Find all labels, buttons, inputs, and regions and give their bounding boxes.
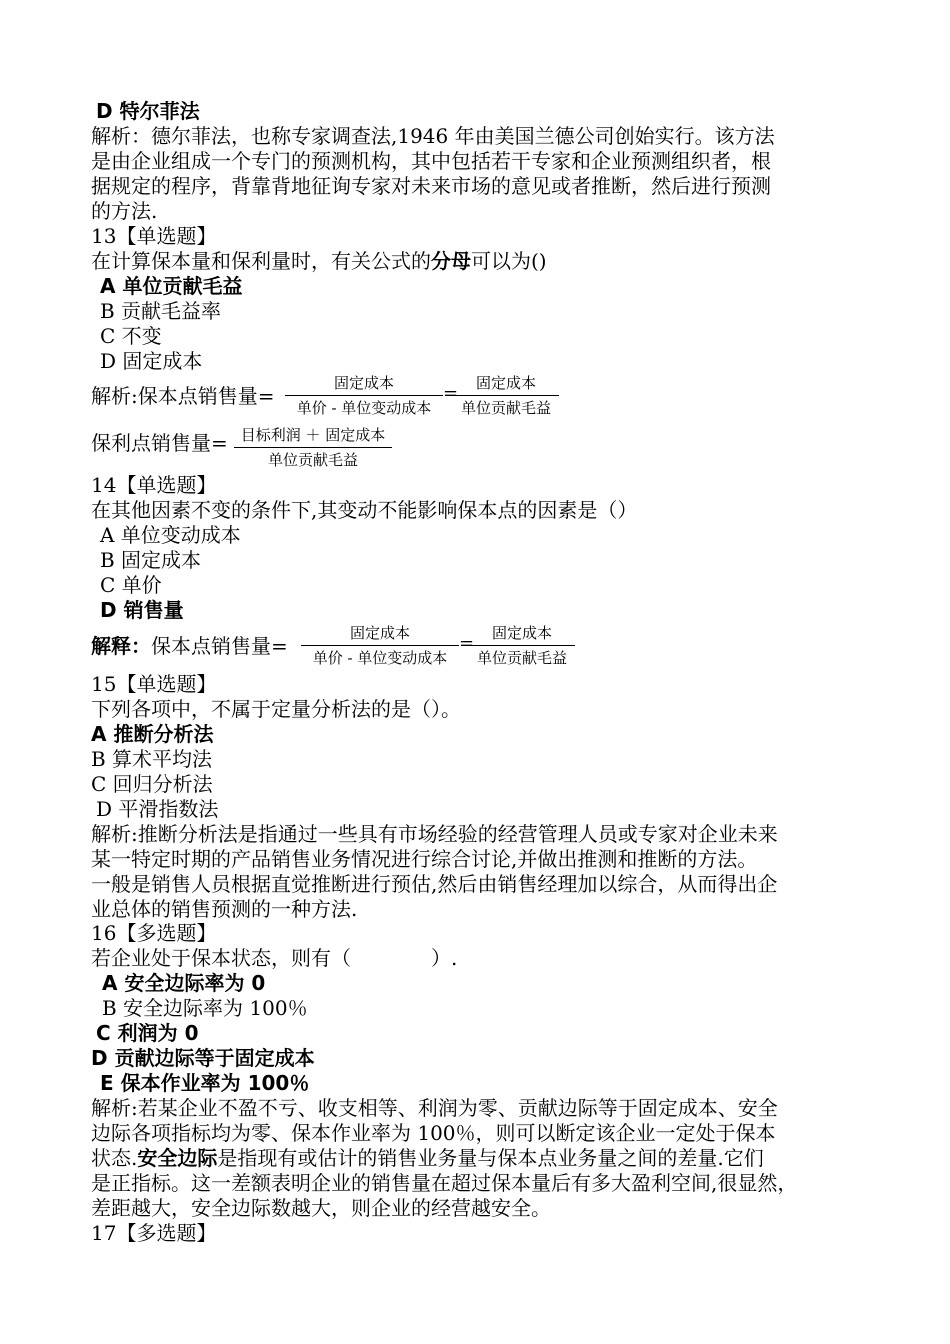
q14-f1-denominator: 单价 - 单位变动成本 <box>301 645 459 667</box>
q12-analysis-line-3: 据规定的程序，背靠背地征询专家对未来市场的意见或者推断，然后进行预测 <box>91 174 771 198</box>
q12-analysis-line-1: 解析：德尔菲法，也称专家调查法,1946 年由美国兰德公司创始实行。该方法 <box>91 124 775 148</box>
q16-analysis-line-4: 是正指标。这一差额表明企业的销售量在超过保本量后有多大盈利空间,很显然， <box>91 1171 798 1195</box>
q13-option-a: A 单位贡献毛益 <box>100 274 243 298</box>
q16-analysis-3-bold: 安全边际 <box>137 1146 218 1170</box>
q14-label-rest: 保本点销售量= <box>151 634 288 658</box>
q13-f2-denominator: 单位贡献毛益 <box>453 395 559 417</box>
q13-f3-numerator: 目标利润 ＋ 固定成本 <box>240 426 386 444</box>
q15-analysis-line-1: 解析:推断分析法是指通过一些具有市场经验的经营管理人员或专家对企业未来 <box>91 822 778 846</box>
q13-stem-after: 可以为() <box>471 249 547 273</box>
q14-fraction-2 <box>469 624 575 667</box>
q13-f2-numerator: 固定成本 <box>475 374 536 392</box>
q15-option-a: A 推断分析法 <box>91 722 214 746</box>
q12-option-d: D 特尔菲法 <box>96 99 200 123</box>
q12-analysis-line-2: 是由企业组成一个专门的预测机构，其中包括若干专家和企业预测组织者，根 <box>91 149 771 173</box>
q16-option-a: A 安全边际率为 0 <box>102 971 266 995</box>
q13-option-d: D 固定成本 <box>100 349 203 373</box>
q14-option-d: D 销售量 <box>100 598 184 622</box>
q14-option-c: C 单价 <box>100 573 162 597</box>
q14-header: 14【单选题】 <box>91 473 217 497</box>
q15-option-d: D 平滑指数法 <box>96 797 219 821</box>
q13-stem <box>91 249 547 273</box>
q12-analysis-line-4: 的方法. <box>91 199 158 223</box>
q13-analysis-label: 解析:保本点销售量= <box>91 384 275 408</box>
q16-analysis-line-5: 差距越大，安全边际数越大，则企业的经营越安全。 <box>91 1196 551 1220</box>
q15-option-c: C 回归分析法 <box>91 772 213 796</box>
q13-profit-label: 保利点销售量= <box>91 431 228 455</box>
q15-analysis-line-2: 某一特定时期的产品销售业务情况进行综合讨论,并做出推测和推断的方法。 <box>91 847 758 871</box>
q13-stem-before: 在计算保本量和保利量时，有关公式的 <box>91 249 431 273</box>
q13-fraction-3 <box>234 426 392 469</box>
q14-fraction-1 <box>301 624 459 667</box>
q14-equals: = <box>459 633 475 654</box>
q14-label-bold: 解释： <box>91 634 151 658</box>
q14-stem: 在其他因素不变的条件下,其变动不能影响保本点的因素是（） <box>91 498 638 522</box>
q15-header: 15【单选题】 <box>91 672 217 696</box>
q16-option-c: C 利润为 0 <box>96 1021 199 1045</box>
q14-f2-numerator: 固定成本 <box>491 624 552 642</box>
q16-analysis-line-1: 解析:若某企业不盈不亏、收支相等、利润为零、贡献边际等于固定成本、安全 <box>91 1096 778 1120</box>
q16-analysis-3-before: 状态. <box>91 1146 138 1170</box>
q16-analysis-3-after: 是指现有或估计的销售业务量与保本点业务量之间的差量.它们 <box>217 1146 764 1170</box>
q13-stem-bold: 分母 <box>431 249 471 273</box>
q15-analysis-line-3: 一般是销售人员根据直觉推断进行预估,然后由销售经理加以综合，从而得出企 <box>91 872 778 896</box>
q16-option-e: E 保本作业率为 100％ <box>100 1071 310 1095</box>
q15-option-b: B 算术平均法 <box>91 747 213 771</box>
q14-option-a: A 单位变动成本 <box>100 523 241 547</box>
q16-stem: 若企业处于保本状态，则有（ ）. <box>91 946 458 970</box>
q14-f2-denominator: 单位贡献毛益 <box>469 645 575 667</box>
q14-analysis-label <box>91 634 288 658</box>
q15-stem: 下列各项中，不属于定量分析法的是（）。 <box>91 697 461 721</box>
q13-f1-numerator: 固定成本 <box>333 374 394 392</box>
q13-header: 13【单选题】 <box>91 224 217 248</box>
q16-option-d: D 贡献边际等于固定成本 <box>91 1046 315 1070</box>
q16-header: 16【多选题】 <box>91 921 217 945</box>
q14-option-b: B 固定成本 <box>100 548 202 572</box>
q17-header: 17【多选题】 <box>91 1221 217 1245</box>
q16-option-b: B 安全边际率为 100％ <box>102 996 308 1020</box>
q14-f1-numerator: 固定成本 <box>349 624 410 642</box>
q13-fraction-1 <box>285 374 443 417</box>
q13-option-b: B 贡献毛益率 <box>100 299 222 323</box>
q13-f3-denominator: 单位贡献毛益 <box>234 447 392 469</box>
q16-analysis-line-2: 边际各项指标均为零、保本作业率为 100％，则可以断定该企业一定处于保本 <box>91 1121 776 1145</box>
q13-fraction-2 <box>453 374 559 417</box>
q13-equals: = <box>443 383 459 404</box>
q15-analysis-line-4: 业总体的销售预测的一种方法. <box>91 897 358 921</box>
q13-option-c: C 不变 <box>100 324 162 348</box>
q13-f1-denominator: 单价 - 单位变动成本 <box>285 395 443 417</box>
q16-analysis-line-3 <box>91 1146 764 1170</box>
